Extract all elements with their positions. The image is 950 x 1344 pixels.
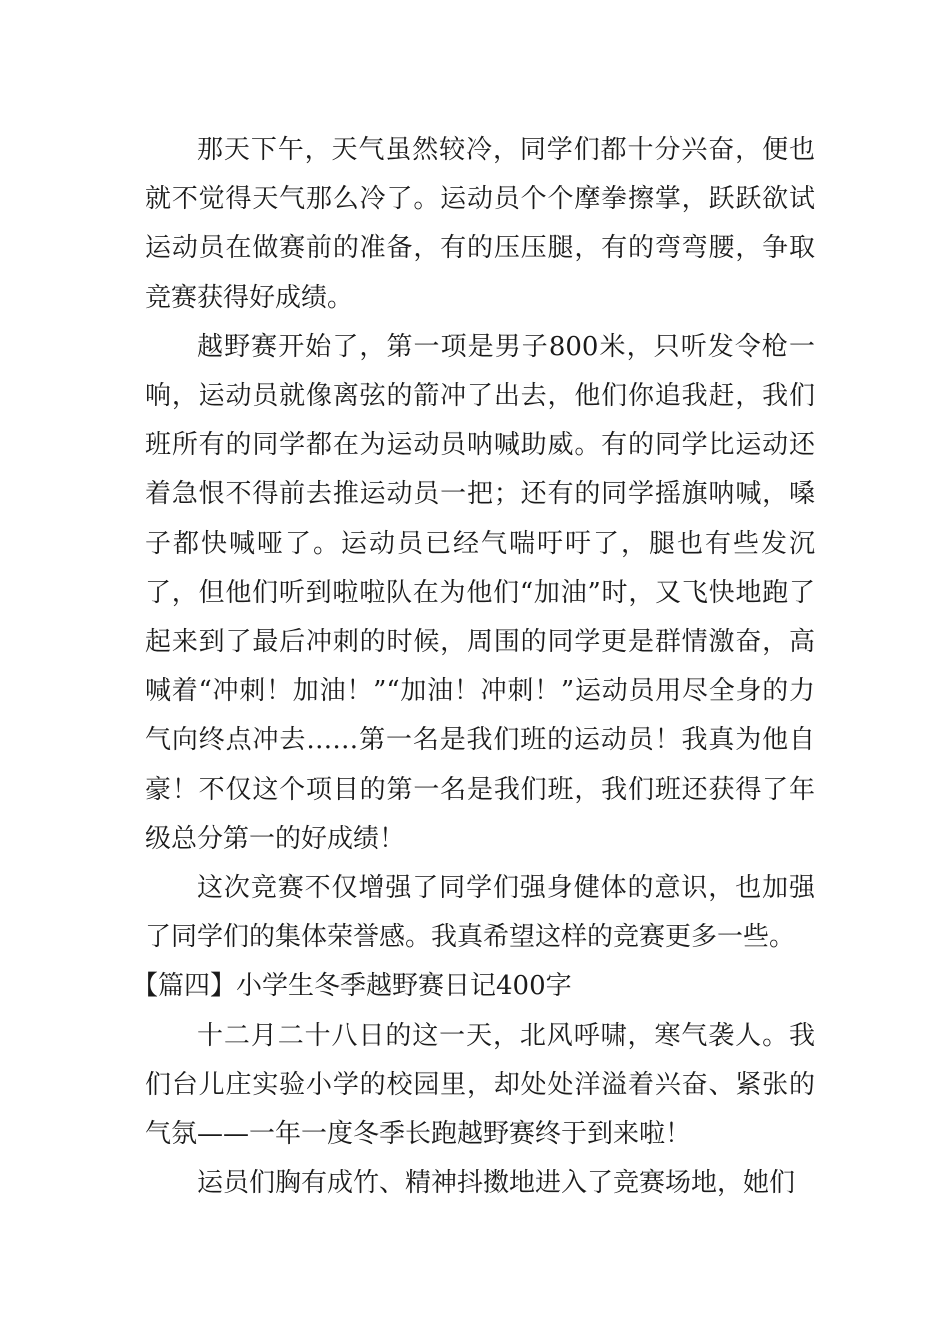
document-body [132, 126, 815, 1208]
paragraph-3: 这次竞赛不仅增强了同学们强身健体的意识，也加强了同学们的集体荣誉感。我真希望这样的竞赛更多一些。 [145, 873, 815, 953]
section-heading: 【篇四】小学生冬季越野赛日记400字 [132, 971, 572, 1002]
paragraph-4: 十二月二十八日的这一天，北风呼啸，寒气袭人。我们台儿庄实验小学的校园里，却处处洋溢着兴奋、紧张的气氛——一年一度冬季长跑越野赛终于到来啦！ [145, 1020, 815, 1150]
paragraph-2: 越野赛开始了，第一项是男子800米，只听发令枪一响，运动员就像离弦的箭冲了出去，他们你追我赶，我们班所有的同学都在为运动员呐喊助威。有的同学比运动还着急恨不得前去推运动员一把；还有的同学摇旗呐喊，嗓子都快喊哑了。运动员已经气喘吁吁了，腿也有些发沉了，但他们听到啦啦队在为他们“加油”时，又飞快地跑了起来到了最后冲刺的时候，周围的同学更是群情激奋，高喊着“冲刺！加油！”“加油！冲刺！”运动员用尽全身的力气向终点冲去……第一名是我们班的运动员！我真为他自豪！不仅这个项目的第一名是我们班，我们班还获得了年级总分第一的好成绩！ [145, 331, 815, 854]
paragraph-5: 运员们胸有成竹、精神抖擞地进入了竞赛场地，她们 [197, 1168, 796, 1199]
paragraph-1: 那天下午，天气虽然较冷，同学们都十分兴奋，便也就不觉得天气那么冷了。运动员个个摩拳擦掌，跃跃欲试运动员在做赛前的准备，有的压压腿，有的弯弯腰，争取竞赛获得好成绩。 [145, 135, 815, 313]
